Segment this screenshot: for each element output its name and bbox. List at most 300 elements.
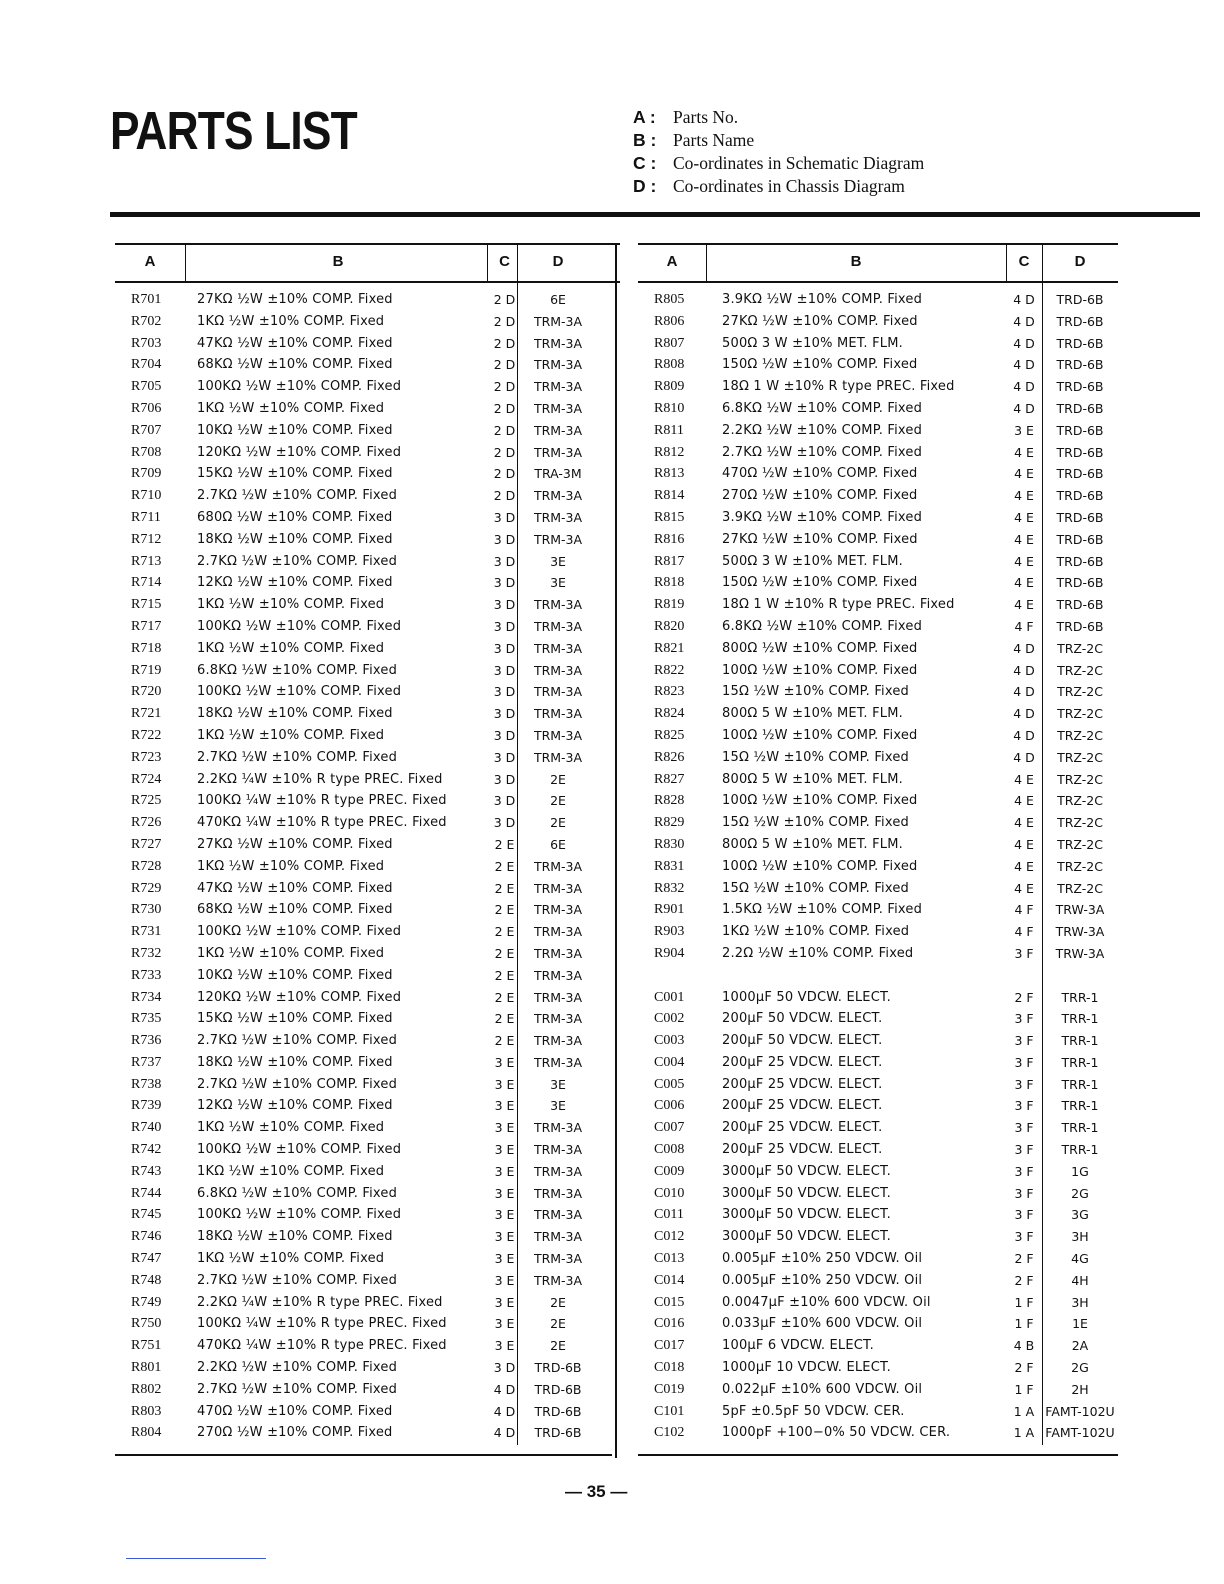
schematic-coord: 2 D: [493, 422, 516, 438]
schematic-coord: 3 D: [493, 771, 516, 787]
part-name: 10KΩ ½W ±10% COMP. Fixed: [197, 422, 393, 438]
schematic-coord: 2 E: [494, 924, 515, 940]
part-name: 15KΩ ½W ±10% COMP. Fixed: [197, 1011, 393, 1027]
part-name: 0.022μF ±10% 600 VDCW. Oil: [722, 1381, 923, 1397]
part-number: R828: [654, 793, 685, 809]
part-number: C102: [654, 1425, 685, 1441]
chassis-coord: TRD-6B: [534, 1360, 582, 1376]
table-row: [115, 681, 620, 703]
chassis-coord: TRD-6B: [1056, 357, 1104, 373]
schematic-coord: 4 D: [1013, 379, 1035, 395]
part-name: 270Ω ½W ±10% COMP. Fixed: [722, 488, 918, 504]
part-number: R747: [131, 1251, 162, 1267]
part-number: R813: [654, 466, 685, 482]
part-number: R826: [654, 749, 685, 765]
part-name: 6.8KΩ ½W ±10% COMP. Fixed: [197, 1185, 398, 1201]
schematic-coord: 3 F: [1014, 1011, 1034, 1027]
part-number: R714: [131, 575, 162, 591]
chassis-coord: TRZ-2C: [1057, 836, 1103, 852]
parts-table-left: [115, 243, 620, 1441]
table-body: [638, 289, 1118, 1444]
schematic-coord: 2 D: [493, 335, 516, 351]
part-name: 1000μF 10 VDCW. ELECT.: [722, 1360, 891, 1376]
chassis-coord: TRM-3A: [533, 684, 583, 700]
table-row: [638, 1074, 1118, 1096]
chassis-coord: TRM-3A: [533, 400, 583, 416]
part-name: 120KΩ ½W ±10% COMP. Fixed: [197, 989, 402, 1005]
part-name: 150Ω ½W ±10% COMP. Fixed: [722, 575, 918, 591]
part-name: 470KΩ ¼W ±10% R type PREC. Fixed: [197, 815, 447, 831]
part-name: 2.2Ω ½W ±10% COMP. Fixed: [722, 945, 914, 961]
chassis-coord: TRD-6B: [1056, 488, 1104, 504]
schematic-coord: 3 E: [494, 1229, 515, 1245]
table-row: [115, 485, 620, 507]
part-name: 150Ω ½W ±10% COMP. Fixed: [722, 357, 918, 373]
schematic-coord: 2 D: [493, 488, 516, 504]
table-row: [638, 987, 1118, 1009]
chassis-coord: TRD-6B: [1056, 618, 1104, 634]
part-number: R718: [131, 640, 162, 656]
table-row: [638, 1008, 1118, 1030]
chassis-coord: TRM-3A: [533, 727, 583, 743]
chassis-coord: TRZ-2C: [1057, 771, 1103, 787]
page-title: PARTS LIST: [110, 101, 357, 161]
schematic-coord: 2 D: [493, 313, 516, 329]
chassis-coord: TRR-1: [1061, 1120, 1099, 1136]
part-name: 27KΩ ½W ±10% COMP. Fixed: [197, 836, 393, 852]
table-row: [115, 1204, 620, 1226]
part-name: 1KΩ ½W ±10% COMP. Fixed: [197, 640, 385, 656]
table-row: [115, 398, 620, 420]
chassis-coord: TRD-6B: [1056, 422, 1104, 438]
part-name: 18KΩ ½W ±10% COMP. Fixed: [197, 706, 393, 722]
table-separator: [615, 243, 617, 1458]
part-number: R733: [131, 967, 162, 983]
part-number: R701: [131, 292, 162, 307]
part-name: 18Ω 1 W ±10% R type PREC. Fixed: [722, 597, 955, 613]
part-name: 120KΩ ½W ±10% COMP. Fixed: [197, 444, 402, 460]
chassis-coord: 2E: [550, 771, 566, 787]
chassis-coord: 6E: [550, 292, 566, 307]
part-name: 1KΩ ½W ±10% COMP. Fixed: [197, 945, 385, 961]
table-row: [638, 943, 1118, 965]
schematic-coord: 3 E: [494, 1076, 515, 1092]
schematic-coord: 4 E: [1014, 815, 1034, 831]
chassis-coord: TRM-3A: [533, 989, 583, 1005]
legend-row-b: [633, 129, 924, 152]
header-d: D: [552, 253, 564, 270]
table-row: [115, 354, 620, 376]
table-row: [115, 1248, 620, 1270]
header-b: B: [850, 253, 862, 270]
part-number: C015: [654, 1294, 685, 1310]
part-name: 100KΩ ¼W ±10% R type PREC. Fixed: [197, 793, 447, 809]
table-row: [115, 1161, 620, 1183]
part-name: 100Ω ½W ±10% COMP. Fixed: [722, 793, 918, 809]
chassis-coord: TRZ-2C: [1057, 749, 1103, 765]
part-name: 2.2KΩ ¼W ±10% R type PREC. Fixed: [197, 771, 443, 787]
part-name: 6.8KΩ ½W ±10% COMP. Fixed: [722, 400, 923, 416]
table-row: [115, 703, 620, 725]
part-name: 2.7KΩ ½W ±10% COMP. Fixed: [197, 1272, 398, 1288]
schematic-coord: 4 E: [1014, 466, 1034, 482]
part-name: 100KΩ ½W ±10% COMP. Fixed: [197, 379, 402, 395]
table-row: [115, 1117, 620, 1139]
part-name: 10KΩ ½W ±10% COMP. Fixed: [197, 967, 393, 983]
table-row: [115, 812, 620, 834]
part-number: R707: [131, 422, 162, 438]
chassis-coord: TRD-6B: [1056, 400, 1104, 416]
chassis-coord: 2E: [550, 1294, 566, 1310]
part-number: R809: [654, 379, 685, 395]
chassis-coord: 3H: [1071, 1294, 1089, 1310]
schematic-coord: 3 E: [494, 1120, 515, 1136]
header-rule: [110, 212, 1200, 217]
part-name: 1KΩ ½W ±10% COMP. Fixed: [722, 924, 910, 940]
legend-key: A :: [633, 107, 656, 127]
table-row: [115, 1357, 620, 1379]
chassis-coord: TRZ-2C: [1057, 815, 1103, 831]
chassis-coord: TRD-6B: [1056, 292, 1104, 307]
schematic-coord: 4 E: [1014, 509, 1034, 525]
schematic-coord: 3 E: [494, 1251, 515, 1267]
table-row: [638, 463, 1118, 485]
legend-row-d: [633, 175, 924, 198]
part-name: 18KΩ ½W ±10% COMP. Fixed: [197, 1229, 393, 1245]
legend-row-a: [633, 106, 924, 129]
part-name: 100KΩ ½W ±10% COMP. Fixed: [197, 684, 402, 700]
chassis-coord: 4H: [1071, 1272, 1089, 1288]
part-number: R820: [654, 618, 685, 634]
schematic-coord: 4 E: [1014, 836, 1034, 852]
chassis-coord: TRR-1: [1061, 1033, 1099, 1049]
table-row: [638, 638, 1118, 660]
chassis-coord: TRD-6B: [1056, 444, 1104, 460]
part-number: C017: [654, 1338, 685, 1354]
table-row: [115, 856, 620, 878]
part-name: 6.8KΩ ½W ±10% COMP. Fixed: [197, 662, 398, 678]
part-name: 0.0047μF ±10% 600 VDCW. Oil: [722, 1294, 931, 1310]
table-row: [638, 1313, 1118, 1335]
part-number: R804: [131, 1425, 162, 1441]
part-number: R709: [131, 466, 162, 482]
column-divider: [487, 245, 488, 281]
part-number: C007: [654, 1120, 685, 1136]
part-number: R805: [654, 292, 685, 307]
table-row: [115, 965, 620, 987]
chassis-coord: TRR-1: [1061, 1142, 1099, 1158]
part-name: 15Ω ½W ±10% COMP. Fixed: [722, 880, 910, 896]
chassis-coord: 1E: [1072, 1316, 1088, 1332]
part-name: 0.005μF ±10% 250 VDCW. Oil: [722, 1272, 923, 1288]
part-number: R717: [131, 618, 162, 634]
schematic-coord: 1 A: [1013, 1403, 1035, 1419]
part-name: 15Ω ½W ±10% COMP. Fixed: [722, 684, 910, 700]
schematic-coord: 4 D: [1013, 640, 1035, 656]
part-number: R720: [131, 684, 162, 700]
part-number: R824: [654, 706, 685, 722]
schematic-coord: 3 F: [1014, 1076, 1034, 1092]
table-row: [115, 1422, 620, 1444]
part-name: 500Ω 3 W ±10% MET. FLM.: [722, 553, 903, 569]
part-number: C010: [654, 1185, 685, 1201]
part-number: C001: [654, 989, 685, 1005]
chassis-coord: TRD-6B: [1056, 597, 1104, 613]
part-number: C009: [654, 1163, 685, 1179]
schematic-coord: 2 E: [494, 945, 515, 961]
schematic-coord: 4 D: [1013, 684, 1035, 700]
schematic-coord: 2 E: [494, 967, 515, 983]
table-row: [115, 987, 620, 1009]
part-name: 2.7KΩ ½W ±10% COMP. Fixed: [197, 1033, 398, 1049]
schematic-coord: 3 D: [493, 618, 516, 634]
table-row: [638, 856, 1118, 878]
chassis-coord: TRM-3A: [533, 945, 583, 961]
header-d: D: [1074, 253, 1086, 270]
schematic-coord: 2 D: [493, 466, 516, 482]
part-number: C008: [654, 1142, 685, 1158]
part-number: R816: [654, 531, 685, 547]
schematic-coord: 3 E: [494, 1316, 515, 1332]
table-row: [638, 311, 1118, 333]
part-number: C011: [654, 1207, 684, 1223]
chassis-coord: TRR-1: [1061, 1098, 1099, 1114]
part-name: 5pF ±0.5pF 50 VDCW. CER.: [722, 1403, 905, 1419]
schematic-coord: 2 D: [493, 400, 516, 416]
schematic-coord: 3 F: [1014, 1120, 1034, 1136]
part-number: R729: [131, 880, 162, 896]
table-row: [115, 769, 620, 791]
part-name: 15Ω ½W ±10% COMP. Fixed: [722, 749, 910, 765]
part-number: C018: [654, 1360, 685, 1376]
part-name: 1KΩ ½W ±10% COMP. Fixed: [197, 1120, 385, 1136]
part-number: R715: [131, 597, 162, 613]
table-row: [115, 1052, 620, 1074]
schematic-coord: 2 E: [494, 1011, 515, 1027]
table-header: [638, 243, 1118, 283]
chassis-coord: 2E: [550, 793, 566, 809]
chassis-coord: TRZ-2C: [1057, 662, 1103, 678]
table-row: [638, 878, 1118, 900]
schematic-coord: 2 E: [494, 880, 515, 896]
chassis-coord: TRW-3A: [1055, 902, 1105, 918]
part-number: C019: [654, 1381, 685, 1397]
table-row: [638, 1117, 1118, 1139]
part-number: R830: [654, 836, 685, 852]
chassis-coord: TRM-3A: [533, 1142, 583, 1158]
part-name: 3.9KΩ ½W ±10% COMP. Fixed: [722, 292, 923, 307]
part-name: 200μF 25 VDCW. ELECT.: [722, 1142, 883, 1158]
schematic-coord: 3 E: [494, 1185, 515, 1201]
schematic-coord: 3 E: [494, 1098, 515, 1114]
schematic-coord: 2 D: [493, 379, 516, 395]
schematic-coord: 3 D: [493, 662, 516, 678]
table-row: [115, 1008, 620, 1030]
schematic-coord: 4 D: [493, 1425, 516, 1441]
part-number: R810: [654, 400, 685, 416]
schematic-coord: 2 E: [494, 836, 515, 852]
schematic-coord: 4 D: [1013, 313, 1035, 329]
part-number: R719: [131, 662, 162, 678]
schematic-coord: 3 D: [493, 553, 516, 569]
chassis-coord: 6E: [550, 836, 566, 852]
part-number: R750: [131, 1316, 162, 1332]
part-name: 27KΩ ½W ±10% COMP. Fixed: [722, 313, 918, 329]
part-number: R831: [654, 858, 685, 874]
part-number: R730: [131, 902, 162, 918]
table-row: [638, 1095, 1118, 1117]
table-row: [638, 551, 1118, 573]
table-row: [115, 725, 620, 747]
part-name: 1.5KΩ ½W ±10% COMP. Fixed: [722, 902, 923, 918]
part-number: C013: [654, 1251, 685, 1267]
part-number: R740: [131, 1120, 162, 1136]
table-row: [115, 442, 620, 464]
table-row: [115, 1313, 620, 1335]
part-name: 18KΩ ½W ±10% COMP. Fixed: [197, 531, 393, 547]
part-name: 2.7KΩ ½W ±10% COMP. Fixed: [197, 749, 398, 765]
chassis-coord: 2E: [550, 1316, 566, 1332]
part-number: C002: [654, 1011, 685, 1027]
part-name: 2.7KΩ ½W ±10% COMP. Fixed: [197, 1076, 398, 1092]
legend-text: Co-ordinates in Chassis Diagram: [673, 176, 905, 196]
schematic-coord: 1 F: [1014, 1294, 1034, 1310]
table-row: [115, 551, 620, 573]
part-number: R727: [131, 836, 162, 852]
table-row: [638, 594, 1118, 616]
part-name: 100Ω ½W ±10% COMP. Fixed: [722, 662, 918, 678]
part-name: 0.033μF ±10% 600 VDCW. Oil: [722, 1316, 923, 1332]
table-row: [115, 311, 620, 333]
table-row: [638, 921, 1118, 943]
table-row: [638, 1183, 1118, 1205]
chassis-coord: TRD-6B: [534, 1403, 582, 1419]
schematic-coord: 4 E: [1014, 597, 1034, 613]
part-number: R825: [654, 727, 685, 743]
table-row: [638, 1204, 1118, 1226]
schematic-coord: 4 E: [1014, 858, 1034, 874]
chassis-coord: TRM-3A: [533, 1251, 583, 1267]
part-name: 100Ω ½W ±10% COMP. Fixed: [722, 858, 918, 874]
part-name: 200μF 25 VDCW. ELECT.: [722, 1120, 883, 1136]
chassis-coord: TRM-3A: [533, 509, 583, 525]
schematic-coord: 3 D: [493, 749, 516, 765]
chassis-coord: TRM-3A: [533, 1011, 583, 1027]
part-number: R703: [131, 335, 162, 351]
part-number: R822: [654, 662, 685, 678]
table-row: [638, 1270, 1118, 1292]
part-number: R724: [131, 771, 162, 787]
part-number: R705: [131, 379, 162, 395]
table-row: [638, 485, 1118, 507]
chassis-coord: TRD-6B: [1056, 509, 1104, 525]
chassis-coord: TRD-6B: [1056, 466, 1104, 482]
legend-text: Co-ordinates in Schematic Diagram: [673, 153, 925, 173]
legend-key: D :: [633, 176, 657, 196]
table-body: [115, 289, 620, 1444]
chassis-coord: TRM-3A: [533, 902, 583, 918]
chassis-coord: 3G: [1071, 1207, 1089, 1223]
schematic-coord: 4 F: [1014, 618, 1034, 634]
part-number: R743: [131, 1163, 162, 1179]
chassis-coord: TRZ-2C: [1057, 706, 1103, 722]
part-number: R732: [131, 945, 162, 961]
part-name: 27KΩ ½W ±10% COMP. Fixed: [722, 531, 918, 547]
part-number: C006: [654, 1098, 685, 1114]
part-name: 100KΩ ½W ±10% COMP. Fixed: [197, 1142, 402, 1158]
table-row: [638, 1052, 1118, 1074]
table-row: [638, 1030, 1118, 1052]
part-number: R725: [131, 793, 162, 809]
part-name: 800Ω 5 W ±10% MET. FLM.: [722, 771, 903, 787]
footer-link-line: [126, 1558, 266, 1559]
chassis-coord: TRM-3A: [533, 858, 583, 874]
chassis-coord: TRD-6B: [1056, 575, 1104, 591]
chassis-coord: 2G: [1071, 1360, 1089, 1376]
part-number: R728: [131, 858, 162, 874]
part-number: R806: [654, 313, 685, 329]
schematic-coord: 3 F: [1014, 1054, 1034, 1070]
table-row: [638, 289, 1118, 311]
schematic-coord: 3 D: [493, 793, 516, 809]
schematic-coord: 1 F: [1014, 1316, 1034, 1332]
part-name: 100KΩ ½W ±10% COMP. Fixed: [197, 924, 402, 940]
table-row: [115, 572, 620, 594]
part-name: 18Ω 1 W ±10% R type PREC. Fixed: [722, 379, 955, 395]
chassis-coord: TRR-1: [1061, 989, 1099, 1005]
schematic-coord: 3 D: [493, 815, 516, 831]
part-number: R751: [131, 1338, 162, 1354]
chassis-coord: FAMT-102U: [1045, 1425, 1115, 1441]
part-name: 1KΩ ½W ±10% COMP. Fixed: [197, 1251, 385, 1267]
part-name: 1KΩ ½W ±10% COMP. Fixed: [197, 727, 385, 743]
part-number: R904: [654, 945, 685, 961]
part-number: R722: [131, 727, 162, 743]
column-legend: [633, 106, 924, 198]
table-row: [115, 594, 620, 616]
schematic-coord: 3 F: [1014, 1163, 1034, 1179]
table-row: [115, 921, 620, 943]
part-name: 2.7KΩ ½W ±10% COMP. Fixed: [197, 1381, 398, 1397]
part-number: R739: [131, 1098, 162, 1114]
schematic-coord: 3 F: [1014, 1033, 1034, 1049]
part-name: 1KΩ ½W ±10% COMP. Fixed: [197, 400, 385, 416]
part-number: R713: [131, 553, 162, 569]
table-row: [638, 1335, 1118, 1357]
part-number: R801: [131, 1360, 162, 1376]
header-c: C: [1018, 253, 1030, 270]
part-number: R731: [131, 924, 162, 940]
part-number: R802: [131, 1381, 162, 1397]
part-name: 800Ω 5 W ±10% MET. FLM.: [722, 836, 903, 852]
schematic-coord: 4 E: [1014, 553, 1034, 569]
table-row: [115, 1095, 620, 1117]
chassis-coord: TRZ-2C: [1057, 684, 1103, 700]
part-name: 3000μF 50 VDCW. ELECT.: [722, 1163, 891, 1179]
schematic-coord: 3 E: [494, 1142, 515, 1158]
table-row: [115, 529, 620, 551]
chassis-coord: TRD-6B: [1056, 313, 1104, 329]
part-number: R818: [654, 575, 685, 591]
part-number: R737: [131, 1054, 162, 1070]
chassis-coord: TRM-3A: [533, 662, 583, 678]
part-number: R748: [131, 1272, 162, 1288]
chassis-coord: TRM-3A: [533, 335, 583, 351]
table-row: [115, 1139, 620, 1161]
table-row: [638, 681, 1118, 703]
page-number: — 35 —: [565, 1482, 628, 1501]
table-bottom-rule: [115, 1454, 612, 1456]
